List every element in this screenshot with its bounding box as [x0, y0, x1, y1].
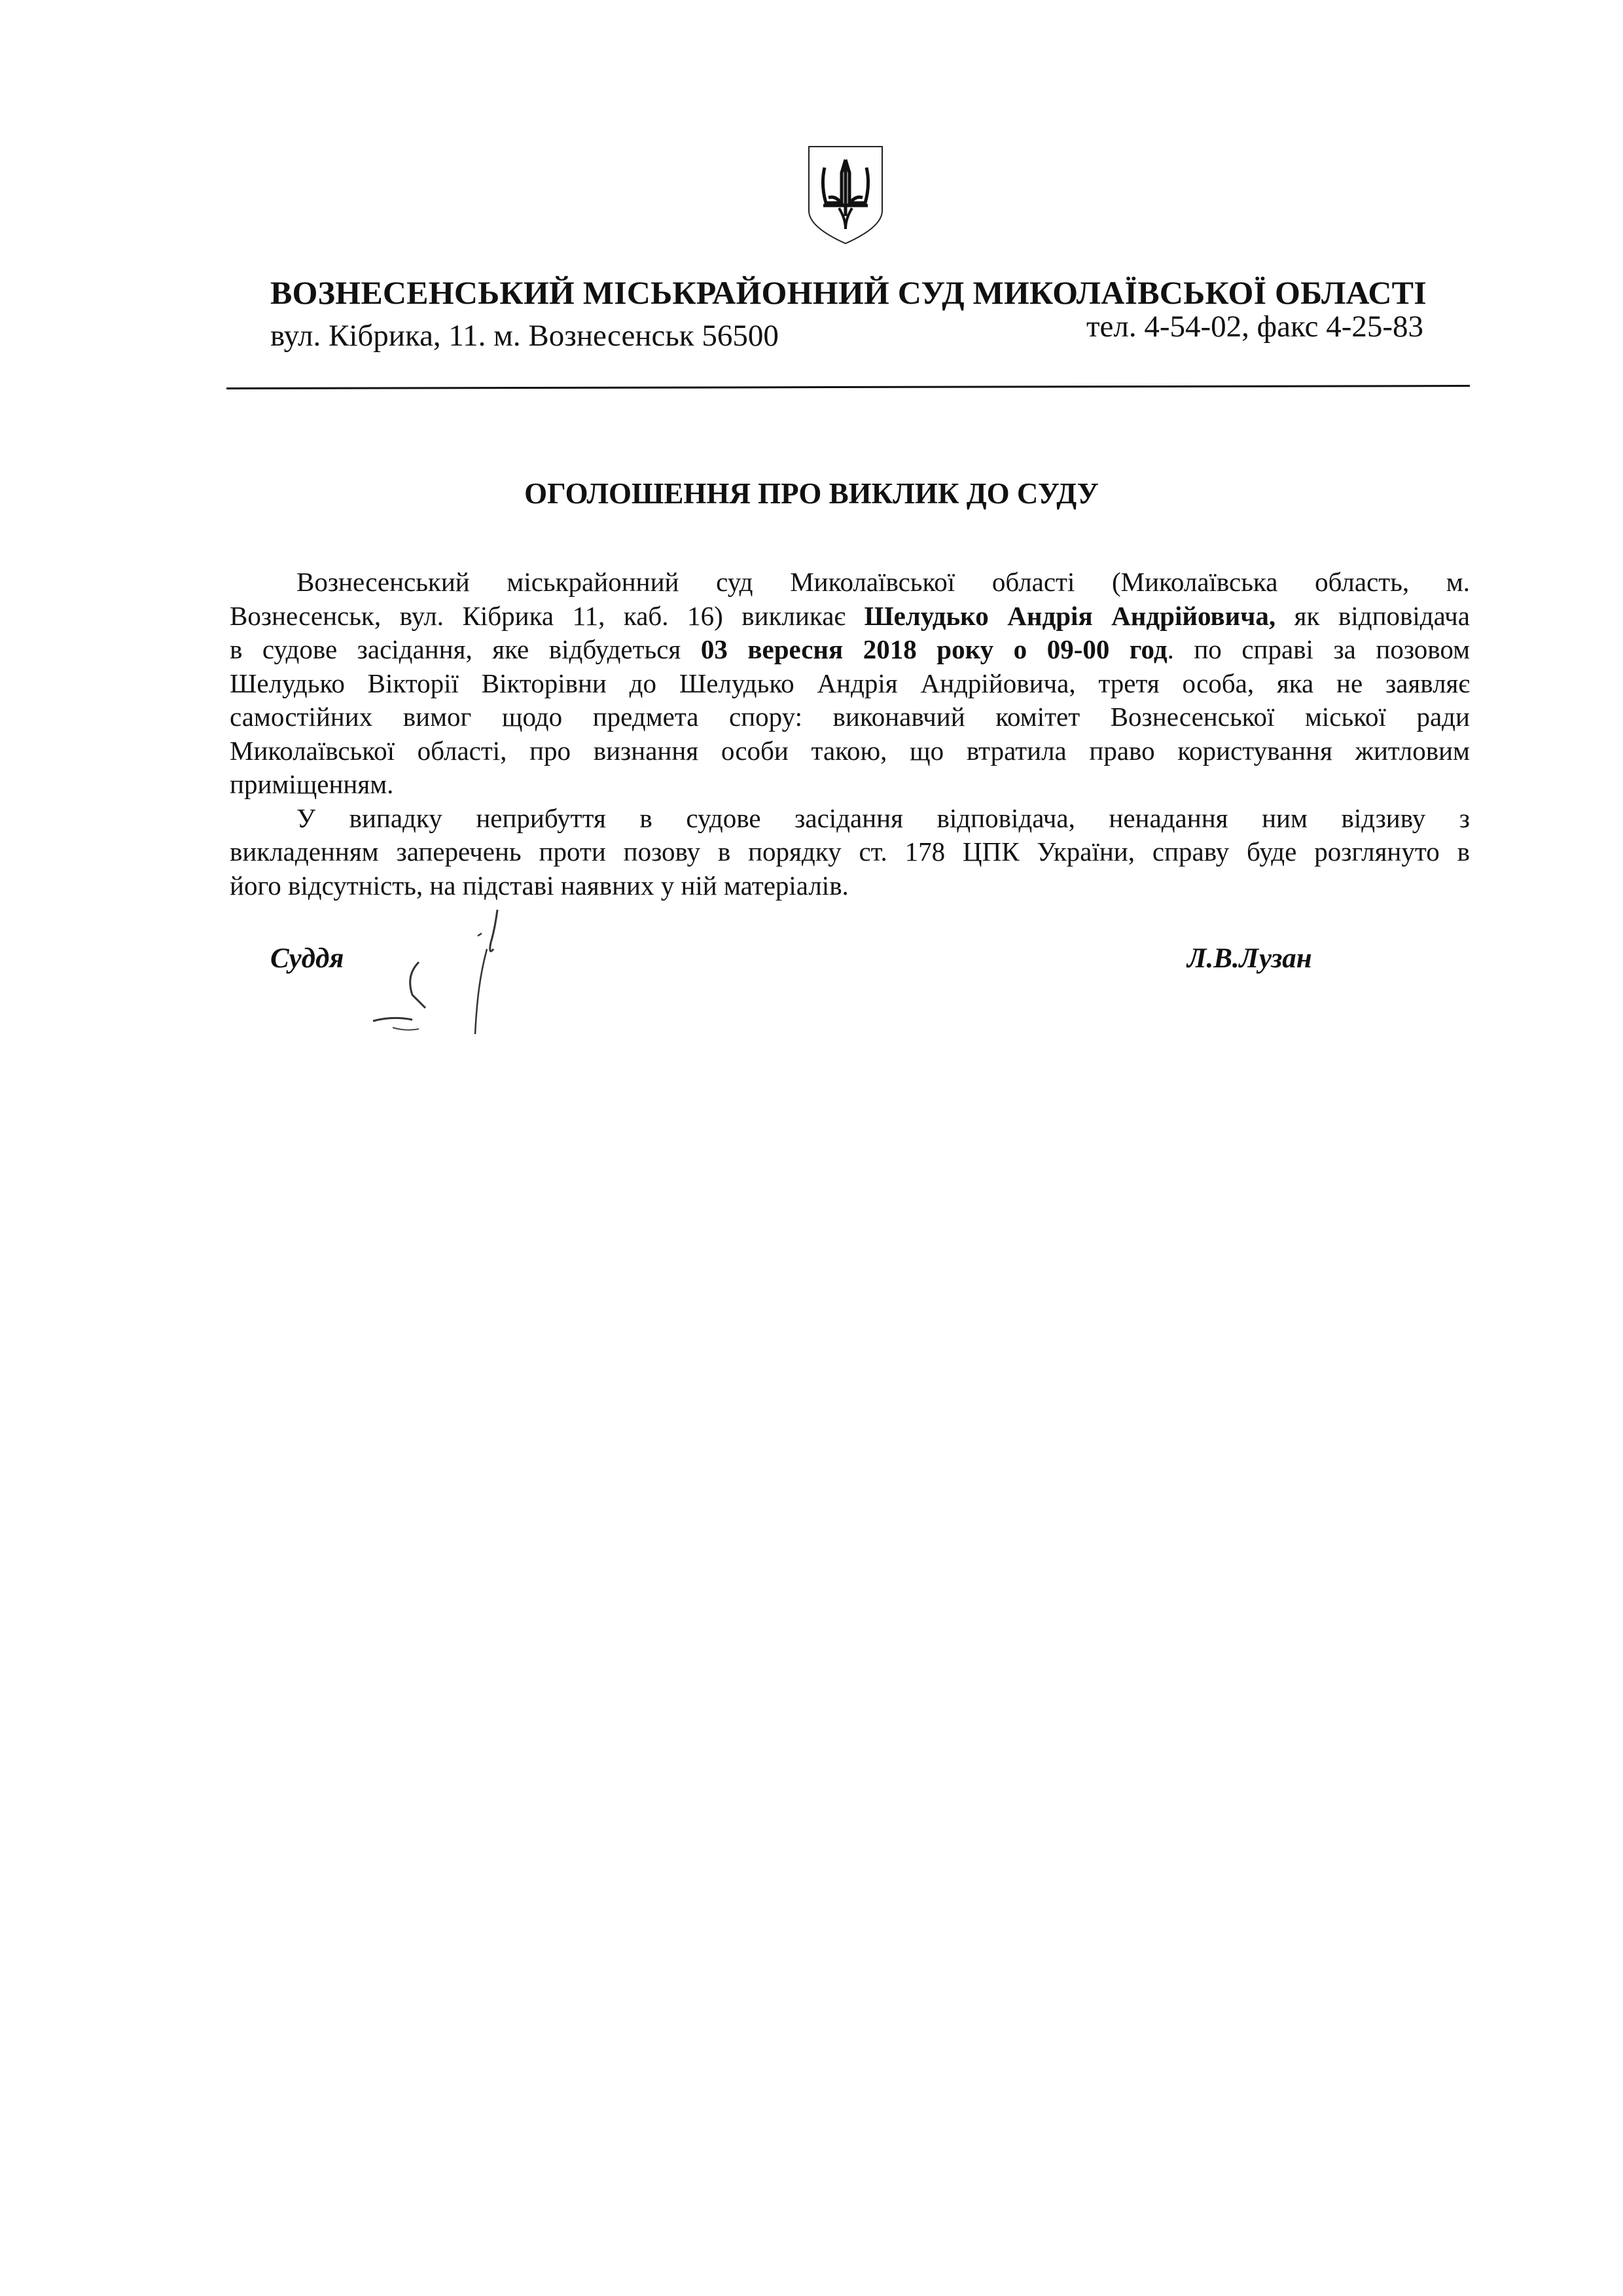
body-line: Миколаївської області, про визнання особи такою, що втратила право користування житловим: [230, 735, 1470, 766]
notice-title: ОГОЛОШЕННЯ ПРО ВИКЛИК ДО СУДУ: [524, 477, 1099, 510]
coat-of-arms-icon: [806, 145, 885, 245]
body-line: викладенням заперечень проти позову в порядку ст. 178 ЦПК України, справу буде розглянуто в: [230, 836, 1470, 867]
body-line: У випадку неприбуття в судове засідання відповідача, ненадання ним відзиву з: [296, 802, 1470, 833]
body-line: [230, 633, 1470, 667]
court-name: ВОЗНЕСЕНСЬКИЙ МІСЬКРАЙОННИЙ СУД МИКОЛАЇВСЬКОЇ ОБЛАСТІ: [270, 274, 1427, 311]
body-line: Шелудько Вікторії Вікторівни до Шелудько Андрія Андрійовича, третя особа, яка не заявляє: [230, 668, 1470, 698]
body-line: самостійних вимог щодо предмета спору: виконавчий комітет Вознесенської міської ради: [230, 702, 1470, 732]
body-line: його відсутність, на підставі наявних у ній матеріалів.: [230, 870, 849, 901]
notice-body: [230, 565, 1470, 903]
court-address: вул. Кібрика, 11. м. Вознесенськ 56500: [270, 319, 779, 353]
text: в судове засідання, яке відбудеться: [230, 634, 681, 664]
court-phone-fax: тел. 4-54-02, факс 4-25-83: [1086, 310, 1424, 344]
judge-label: Суддя: [270, 943, 344, 974]
body-line: [230, 600, 1470, 634]
text: Вознесенськ, вул. Кібрика 11, каб. 16) викликає: [230, 600, 846, 631]
judge-name: Л.В.Лузан: [1187, 943, 1312, 974]
body-line: [230, 565, 1470, 600]
handwritten-signature: [366, 903, 537, 1047]
text: Вознесенський міськрайонний суд Миколаївської області (Миколаївська область,: [296, 567, 1410, 597]
defendant-name: Шелудько Андрія Андрійовича,: [864, 600, 1276, 631]
text: . по справі за позовом: [1167, 634, 1471, 664]
header-divider: [226, 385, 1470, 389]
hearing-datetime: 03 вересня 2018 року о 09-00 год: [700, 634, 1168, 664]
text: як відповідача: [1294, 600, 1471, 631]
text: м.: [1446, 567, 1471, 597]
body-line: приміщенням.: [230, 769, 394, 799]
